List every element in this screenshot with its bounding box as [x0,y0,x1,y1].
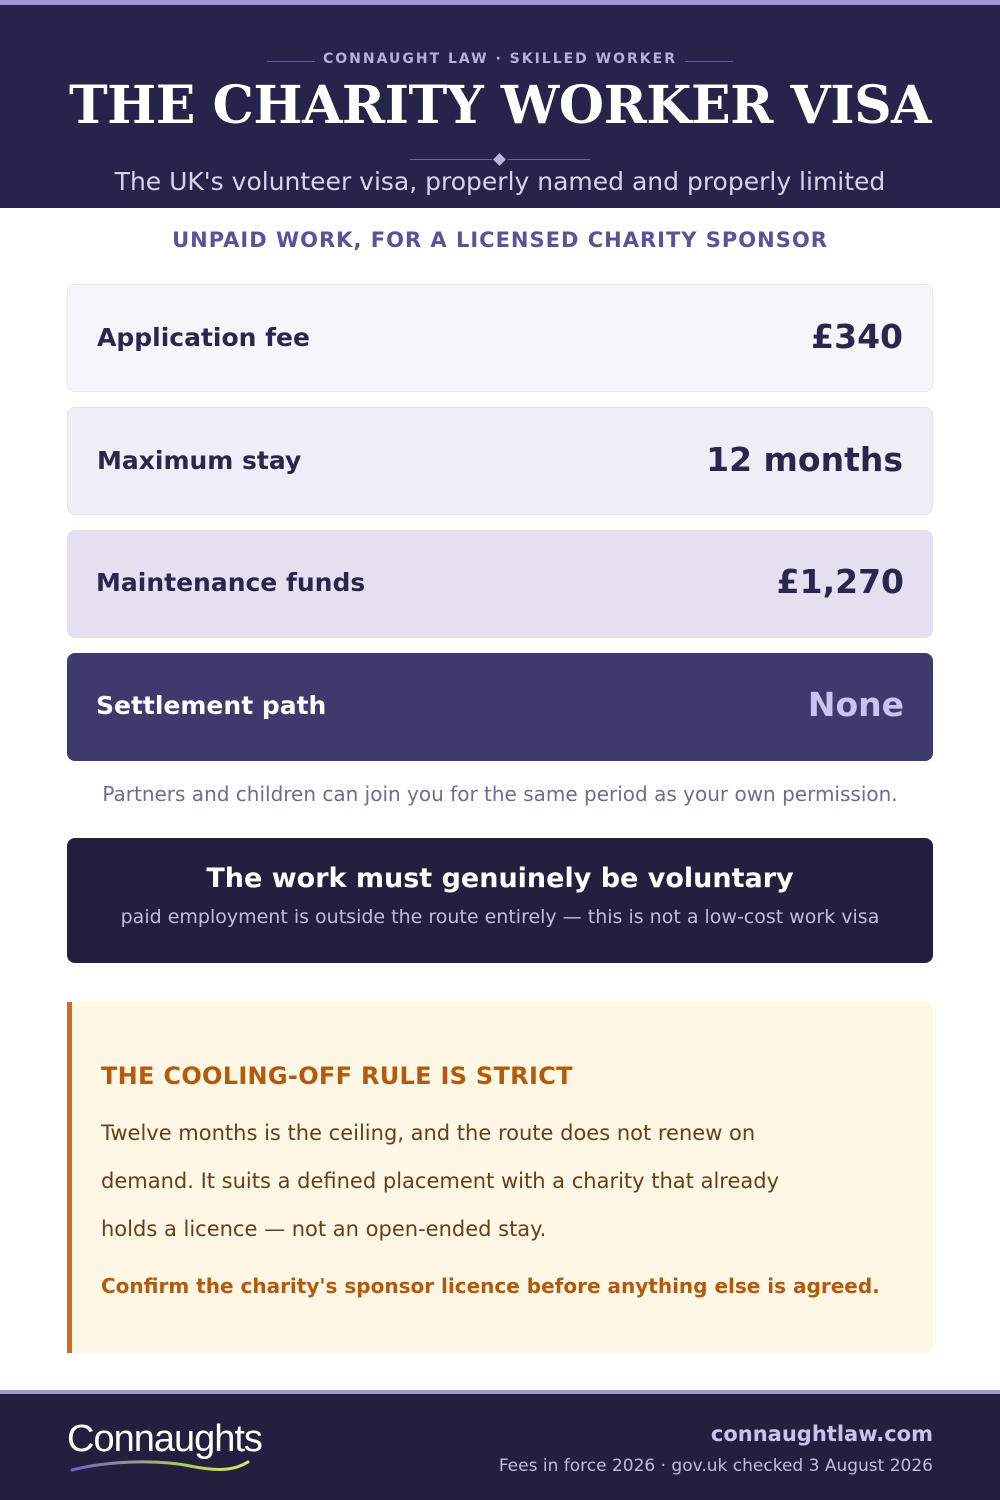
title-divider [0,152,1000,168]
kicker: CONNAUGHT LAW · SKILLED WORKER [322,51,677,67]
fact-label: Settlement path [96,691,327,720]
fact-value: None [807,685,904,724]
fact-maximum-stay [67,407,933,515]
footer-meta: Fees in force 2026 · gov.uk checked 3 August 2026 [498,1456,933,1476]
banner-title: The work must genuinely be voluntary [206,863,794,894]
banner-subtitle: paid employment is outside the route entirely — this is not a low-cost work visa [120,906,880,928]
fact-application-fee [67,284,933,392]
connaughts-logo: Connaughts [67,1418,262,1460]
kicker-row [0,51,1000,73]
fact-maintenance-funds [67,530,933,638]
page-subtitle: The UK's volunteer visa, properly named and properly limited [114,167,886,196]
warning-cta: Confirm the charity's sponsor licence before anything else is agreed. [101,1274,880,1298]
warning-body: Twelve months is the ceiling, and the route does not renew on demand. It suits a defined placement with a charity that already holds a licence — not an open-ended stay. [101,1121,779,1241]
website-link[interactable]: connaughtlaw.com [710,1422,933,1446]
diamond-icon [493,153,506,166]
fact-value: £1,270 [776,562,904,601]
fact-label: Maximum stay [97,446,302,475]
divider-rule-left [410,159,492,160]
divider-rule-right [508,159,590,160]
fact-label: Application fee [97,323,310,352]
header [0,0,1000,208]
warning-callout [67,1002,933,1353]
logo-swoosh-icon [70,1458,250,1474]
page-title: THE CHARITY WORKER VISA [68,75,931,136]
section-label: UNPAID WORK, FOR A LICENSED CHARITY SPONSOR [172,228,828,252]
dependants-note: Partners and children can join you for the same period as your own permission. [102,782,898,806]
fact-value: 12 months [706,440,903,479]
fact-value: £340 [811,317,903,356]
kicker-rule-right [685,61,733,62]
fact-settlement-path [67,653,933,761]
fact-label: Maintenance funds [96,568,366,597]
footer [0,1390,1000,1500]
voluntary-banner [67,838,933,963]
warning-title: THE COOLING-OFF RULE IS STRICT [101,1062,573,1090]
